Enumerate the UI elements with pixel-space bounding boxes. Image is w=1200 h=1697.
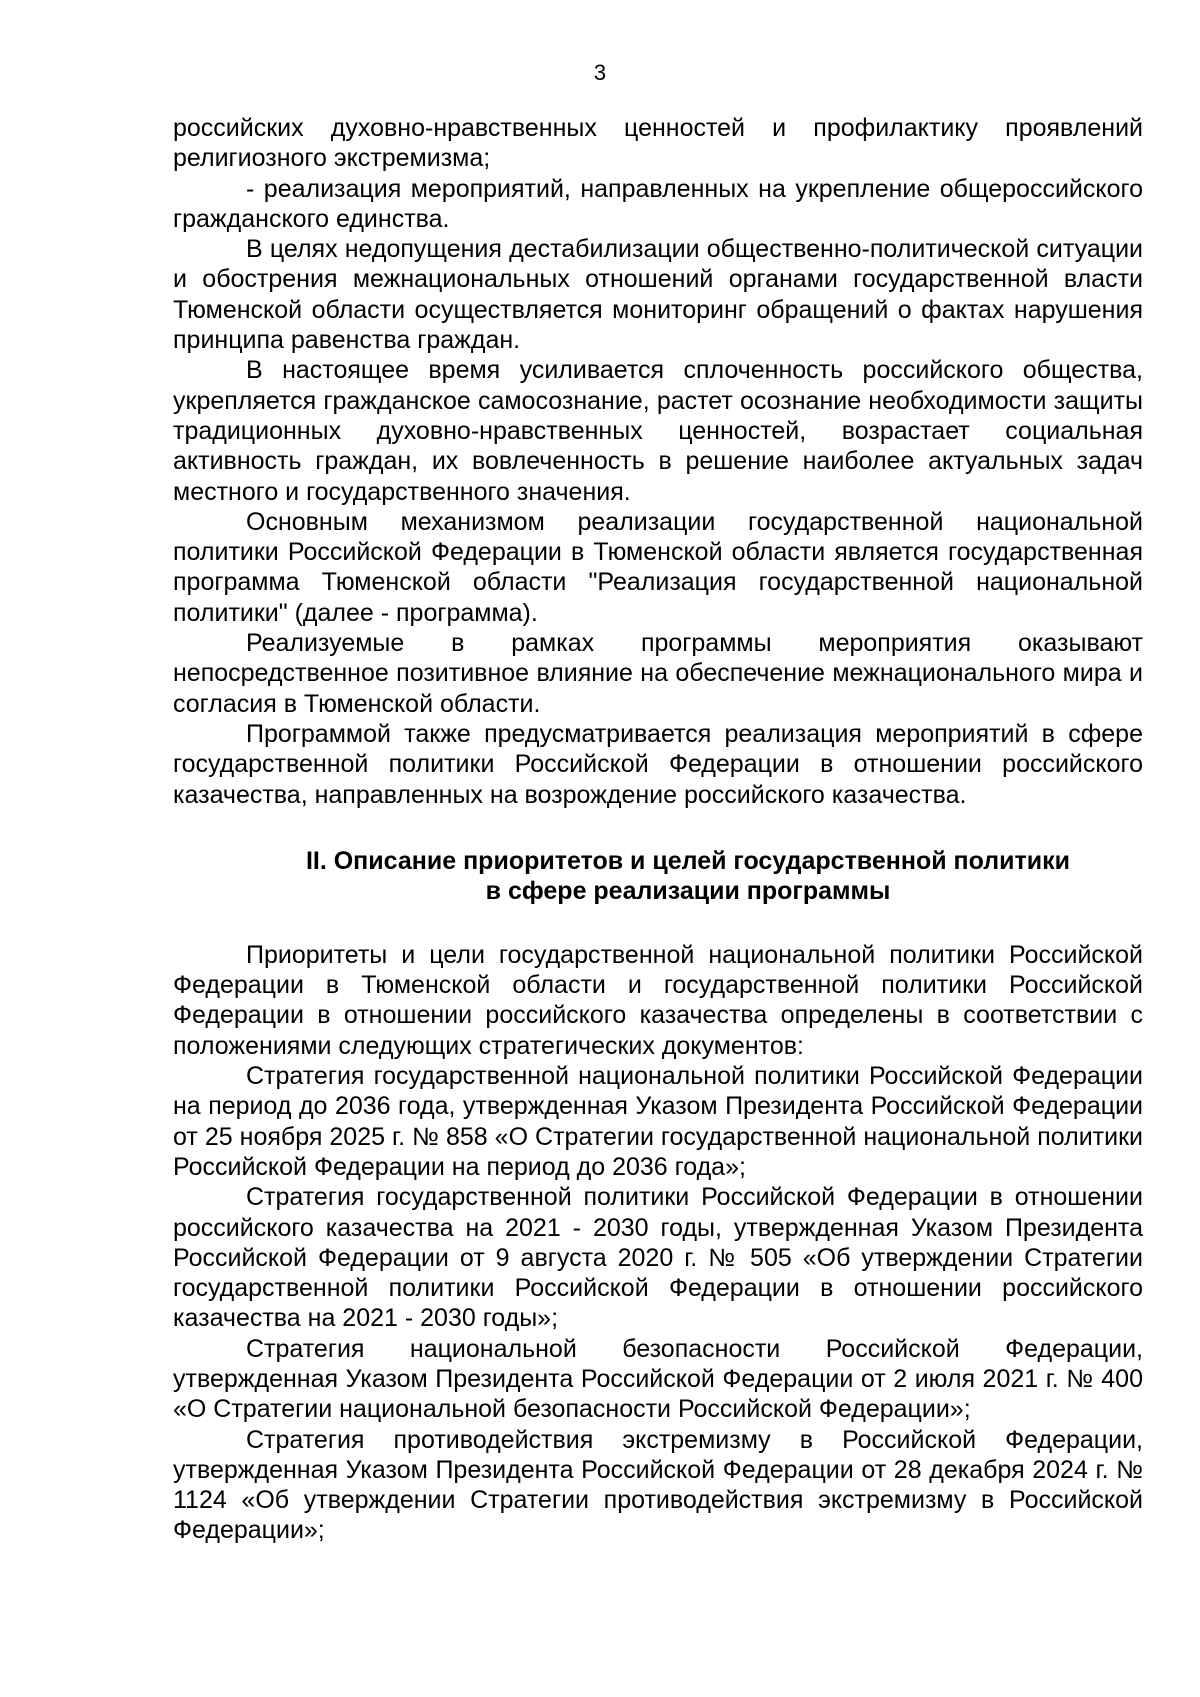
section-heading-line-1: II. Описание приоритетов и целей государственной политики xyxy=(305,846,1071,875)
paragraph: Основным механизмом реализации государственной национальной политики Российской Федерации в Тюменской области является государственная программа Тюменской области "Реализация государственной национальной политики" (далее - программа). xyxy=(173,507,1143,627)
paragraph: В настоящее время усиливается сплоченность российского общества, укрепляется гражданское самосознание, растет осознание необходимости защиты традиционных духовно-нравственных ценностей, возрастает социальная активность граждан, их вовлеченность в решение наиболее актуальных задач местного и государственного значения. xyxy=(173,356,1143,506)
paragraph: Приоритеты и цели государственной национальной политики Российской Федерации в Тюменской области и государственной политики Российской Федерации в отношении российского казачества определены в соответствии с положениями следующих стратегических документов: xyxy=(173,940,1143,1060)
document-body xyxy=(173,113,1143,1546)
list-item-paragraph: - реализация мероприятий, направленных на укрепление общероссийского гражданского единства. xyxy=(173,174,1143,233)
strategy-item: Стратегия государственной национальной политики Российской Федерации на период до 2036 года, утвержденная Указом Президента Российской Федерации от 25 ноября 2025 г. № 858 «О Стратегии государственной национальной политики Российской Федерации на период до 2036 года»; xyxy=(173,1062,1143,1181)
paragraph-continuation: российских духовно-нравственных ценностей и профилактику проявлений религиозного экстремизма; xyxy=(173,114,1143,173)
page-number: 3 xyxy=(593,60,607,85)
strategy-item: Стратегия государственной политики Российской Федерации в отношении российского казачества на 2021 - 2030 годы, утвержденная Указом Президента Российской Федерации от 9 августа 2020 г. № 505 «Об утверждении Стратегии государственной политики Российской Федерации в отношении российского казачества на 2021 - 2030 годы»; xyxy=(173,1183,1143,1333)
section-heading xyxy=(173,846,1143,906)
strategy-item: Стратегия национальной безопасности Российской Федерации, утвержденная Указом Президента Российской Федерации от 2 июля 2021 г. № 400 «О Стратегии национальной безопасности Российской Федерации»; xyxy=(173,1334,1143,1424)
strategy-item: Стратегия противодействия экстремизму в Российской Федерации, утвержденная Указом Президента Российской Федерации от 28 декабря 2024 г. № 1124 «Об утверждении Стратегии противодействия экстремизму в Российской Федерации»; xyxy=(173,1425,1143,1545)
section-heading-line-2: в сфере реализации программы xyxy=(485,876,891,905)
paragraph: Программой также предусматривается реализация мероприятий в сфере государственной политики Российской Федерации в отношении российского казачества, направленных на возрождение российского казачества. xyxy=(173,719,1143,809)
paragraph: Реализуемые в рамках программы мероприятия оказывают непосредственное позитивное влияние на обеспечение межнационального мира и согласия в Тюменской области. xyxy=(173,629,1143,718)
paragraph: В целях недопущения дестабилизации общественно-политической ситуации и обострения межнациональных отношений органами государственной власти Тюменской области осуществляется мониторинг обращений о фактах нарушения принципа равенства граждан. xyxy=(173,235,1143,355)
